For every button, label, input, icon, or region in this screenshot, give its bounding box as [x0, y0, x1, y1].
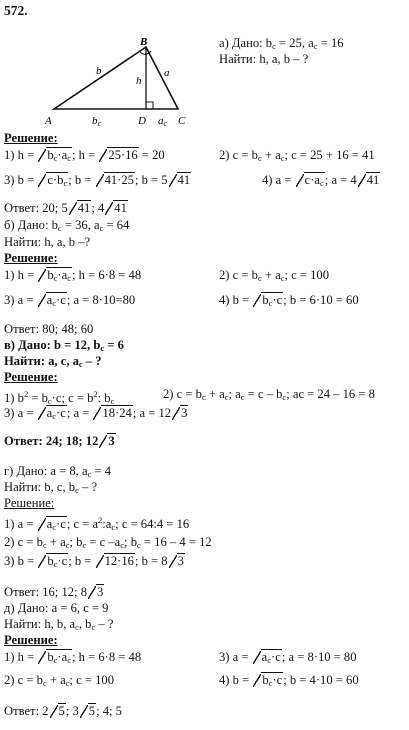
- e-line-2a: 2) $c = b_c + a_c$; c = 100: [4, 673, 115, 688]
- e-find: Найти: h, b, $a_c$, $b_c$ – ?: [4, 617, 114, 632]
- height-h: h: [136, 75, 142, 87]
- side-b: b: [96, 65, 102, 77]
- side-a: a: [164, 67, 170, 79]
- e-solution-heading: Решение:: [4, 633, 58, 647]
- e-line-1b: 3) $a = a_c\cdot c$; a = 8·10 = 80: [219, 650, 357, 665]
- d-line-3: 3) $b = b_c\cdot c$; b = 12·16; b = 8 3: [4, 554, 184, 569]
- c-given: в) Дано: b = 12, $b_c = 6$: [4, 338, 124, 353]
- b-line-2b: 4) $b = b_c\cdot c$; b = 6·10 = 60: [219, 293, 359, 308]
- d-given: г) Дано: a = 8, $a_c = 4$: [4, 464, 112, 479]
- problem-number: 572.: [4, 3, 28, 18]
- vertex-A: A: [45, 115, 52, 127]
- c-line-1b: 2) $c = b_c + a_c$; $a_c = c - b_c$; ac = 24 – 16 = 8: [163, 387, 375, 402]
- vertex-D: D: [138, 115, 146, 127]
- d-answer: Ответ: 16; 12; 8 3: [4, 585, 104, 599]
- a-find: Найти: h, a, b – ?: [219, 52, 309, 66]
- d-find: Найти: b, c, $b_c$ – ?: [4, 480, 98, 495]
- e-given: д) Дано: a = 6, c = 9: [4, 601, 109, 615]
- b-solution-heading: Решение:: [4, 251, 58, 265]
- e-line-2b: 4) $b = b_c\cdot c$; b = 4·10 = 60: [219, 673, 359, 688]
- b-line-1a: 1) $h = b_c\cdot a_c$; h = 6·8 = 48: [4, 268, 142, 283]
- triangle-figure: [40, 38, 190, 128]
- b-answer: Ответ: 80; 48; 60: [4, 322, 94, 336]
- segment-ac: ac: [158, 115, 168, 128]
- b-line-2a: 3) $a = a_c\cdot c$; a = 8·10=80: [4, 293, 136, 308]
- e-line-1a: 1) $h = b_c\cdot a_c$; h = 6·8 = 48: [4, 650, 142, 665]
- c-line-2: 3) $a = a_c\cdot c$; a = 18·24; a = 12 3: [4, 406, 188, 421]
- a-line-2b: 4) $a = c\cdot a_c$; a = 4 41: [262, 173, 380, 188]
- a-line-1a: 1) $h = b_c\cdot a_c$; h = 25·16 = 20: [4, 148, 165, 163]
- a-given: а) Дано: $b_c = 25$, $a_c = 16$: [219, 36, 344, 51]
- c-line-1a: 1) $b^2 = b_c\cdot c$; $c = b^2$: $b_c$: [4, 389, 115, 406]
- b-find: Найти: h, a, b –?: [4, 235, 91, 249]
- triangle-outline: [54, 47, 178, 109]
- segment-bc: bc: [92, 115, 102, 128]
- a-answer: Ответ: 20; 5 41; 4 41: [4, 201, 127, 215]
- vertex-C: C: [178, 115, 186, 127]
- c-find: Найти: a, c, $a_c$ – ?: [4, 354, 102, 369]
- b-given: б) Дано: $b_c = 36$, $a_c = 64$: [4, 218, 130, 233]
- d-solution-heading: Решение:: [4, 496, 55, 510]
- a-solution-heading: Решение:: [4, 131, 58, 145]
- b-line-1b: 2) $c = b_c + a_c$; c = 100: [219, 268, 330, 283]
- d-line-2: 2) $c = b_c + a_c$; $b_c = c$ $-a_c$; $b_c = 16 - 4 = 12$: [4, 535, 212, 550]
- e-answer: Ответ: 2 5; 3 5; 4; 5: [4, 704, 122, 718]
- right-angle-mark: [146, 102, 153, 109]
- a-line-2a: 3) $b = c\cdot b_c$; b = 41·25; b = 5 41: [4, 173, 191, 188]
- a-line-1b: 2) $c = b_c + a_c$; c = 25 + 16 = 41: [219, 148, 375, 163]
- vertex-B: B: [140, 38, 148, 48]
- c-solution-heading: Решение:: [4, 370, 58, 384]
- d-line-1: 1) $a = a_c\cdot c$; $c = a^2:a_c$; c = 64:4 = 16: [4, 515, 190, 532]
- c-answer: Ответ: 24; 18; 12 3: [4, 434, 115, 448]
